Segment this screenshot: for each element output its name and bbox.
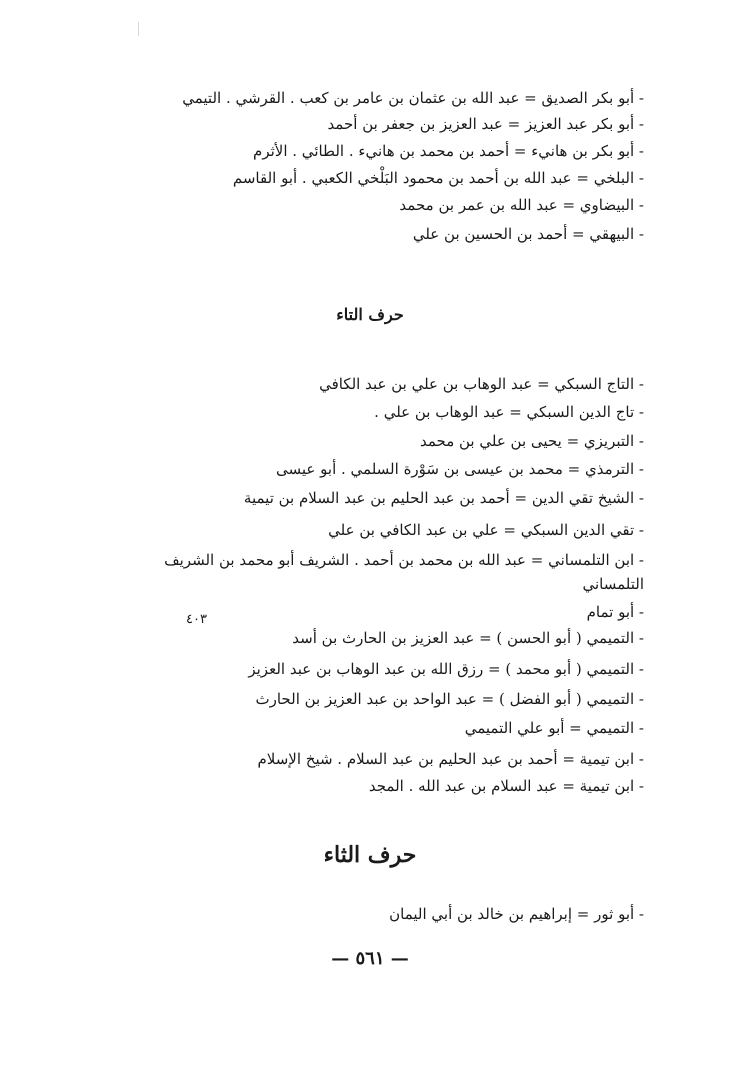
margin-page-reference: ٤٠٣	[186, 612, 207, 627]
index-entry: - ابن تيمية = عبد السلام بن عبد الله . المجد	[368, 777, 644, 795]
index-entry: - الشيخ تقي الدين = أحمد بن عبد الحليم بن عبد السلام بن تيمية	[243, 489, 644, 507]
index-entry: - البيضاوي = عبد الله بن عمر بن محمد	[399, 196, 644, 214]
index-entry: - البلخي = عبد الله بن أحمد بن محمود البَلْخي الكعبي . أبو القاسم	[232, 169, 644, 187]
index-entry: - تاج الدين السبكي = عبد الوهاب بن علي .	[374, 403, 644, 421]
index-entry: - ابن التلمساني = عبد الله بن محمد بن أحمد . الشريف أبو محمد بن الشريف التلمساني	[164, 551, 644, 593]
index-entry: - التاج السبكي = عبد الوهاب بن علي بن عبد الكافي	[319, 375, 644, 393]
index-entry: - أبو ثور = إبراهيم بن خالد بن أبي اليمان	[389, 905, 644, 923]
index-entry: - التميمي ( أبو الحسن ) = عبد العزيز بن الحارث بن أسد	[292, 629, 644, 647]
index-entry: - أبو تمام	[586, 603, 644, 621]
index-entry: - أبو بكر بن هانيء = أحمد بن محمد بن هانيء . الطائي . الأثرم	[253, 142, 644, 160]
page-number: — ٥٦١ —	[331, 948, 409, 969]
index-entry: - التميمي ( أبو محمد ) = رزق الله بن عبد الوهاب بن عبد العزيز	[248, 660, 644, 678]
index-entry: - التبريزي = يحيى بن علي بن محمد	[419, 432, 644, 450]
index-entry: - الترمذي = محمد بن عيسى بن سَوْرة السلمي . أبو عيسى	[276, 460, 644, 478]
index-entry: - التميمي ( أبو الفضل ) = عبد الواحد بن عبد العزيز بن الحارث	[255, 690, 644, 708]
margin-mark	[138, 22, 139, 36]
section-heading-thaa: حرف الثاء	[323, 842, 417, 868]
index-entry: - التميمي = أبو علي التميمي	[464, 719, 644, 737]
index-entry: - أبو بكر عبد العزيز = عبد العزيز بن جعفر بن أحمد	[327, 115, 644, 133]
index-entry: - تقي الدين السبكي = علي بن عبد الكافي بن علي	[328, 521, 644, 539]
section-heading-taa: حرف التاء	[336, 305, 404, 324]
index-entry: - أبو بكر الصديق = عبد الله بن عثمان بن عامر بن كعب . القرشي . التيمي	[182, 89, 644, 107]
index-entry: - ابن تيمية = أحمد بن عبد الحليم بن عبد السلام . شيخ الإسلام	[257, 750, 644, 768]
index-entry: - البيهقي = أحمد بن الحسين بن علي	[412, 225, 644, 243]
